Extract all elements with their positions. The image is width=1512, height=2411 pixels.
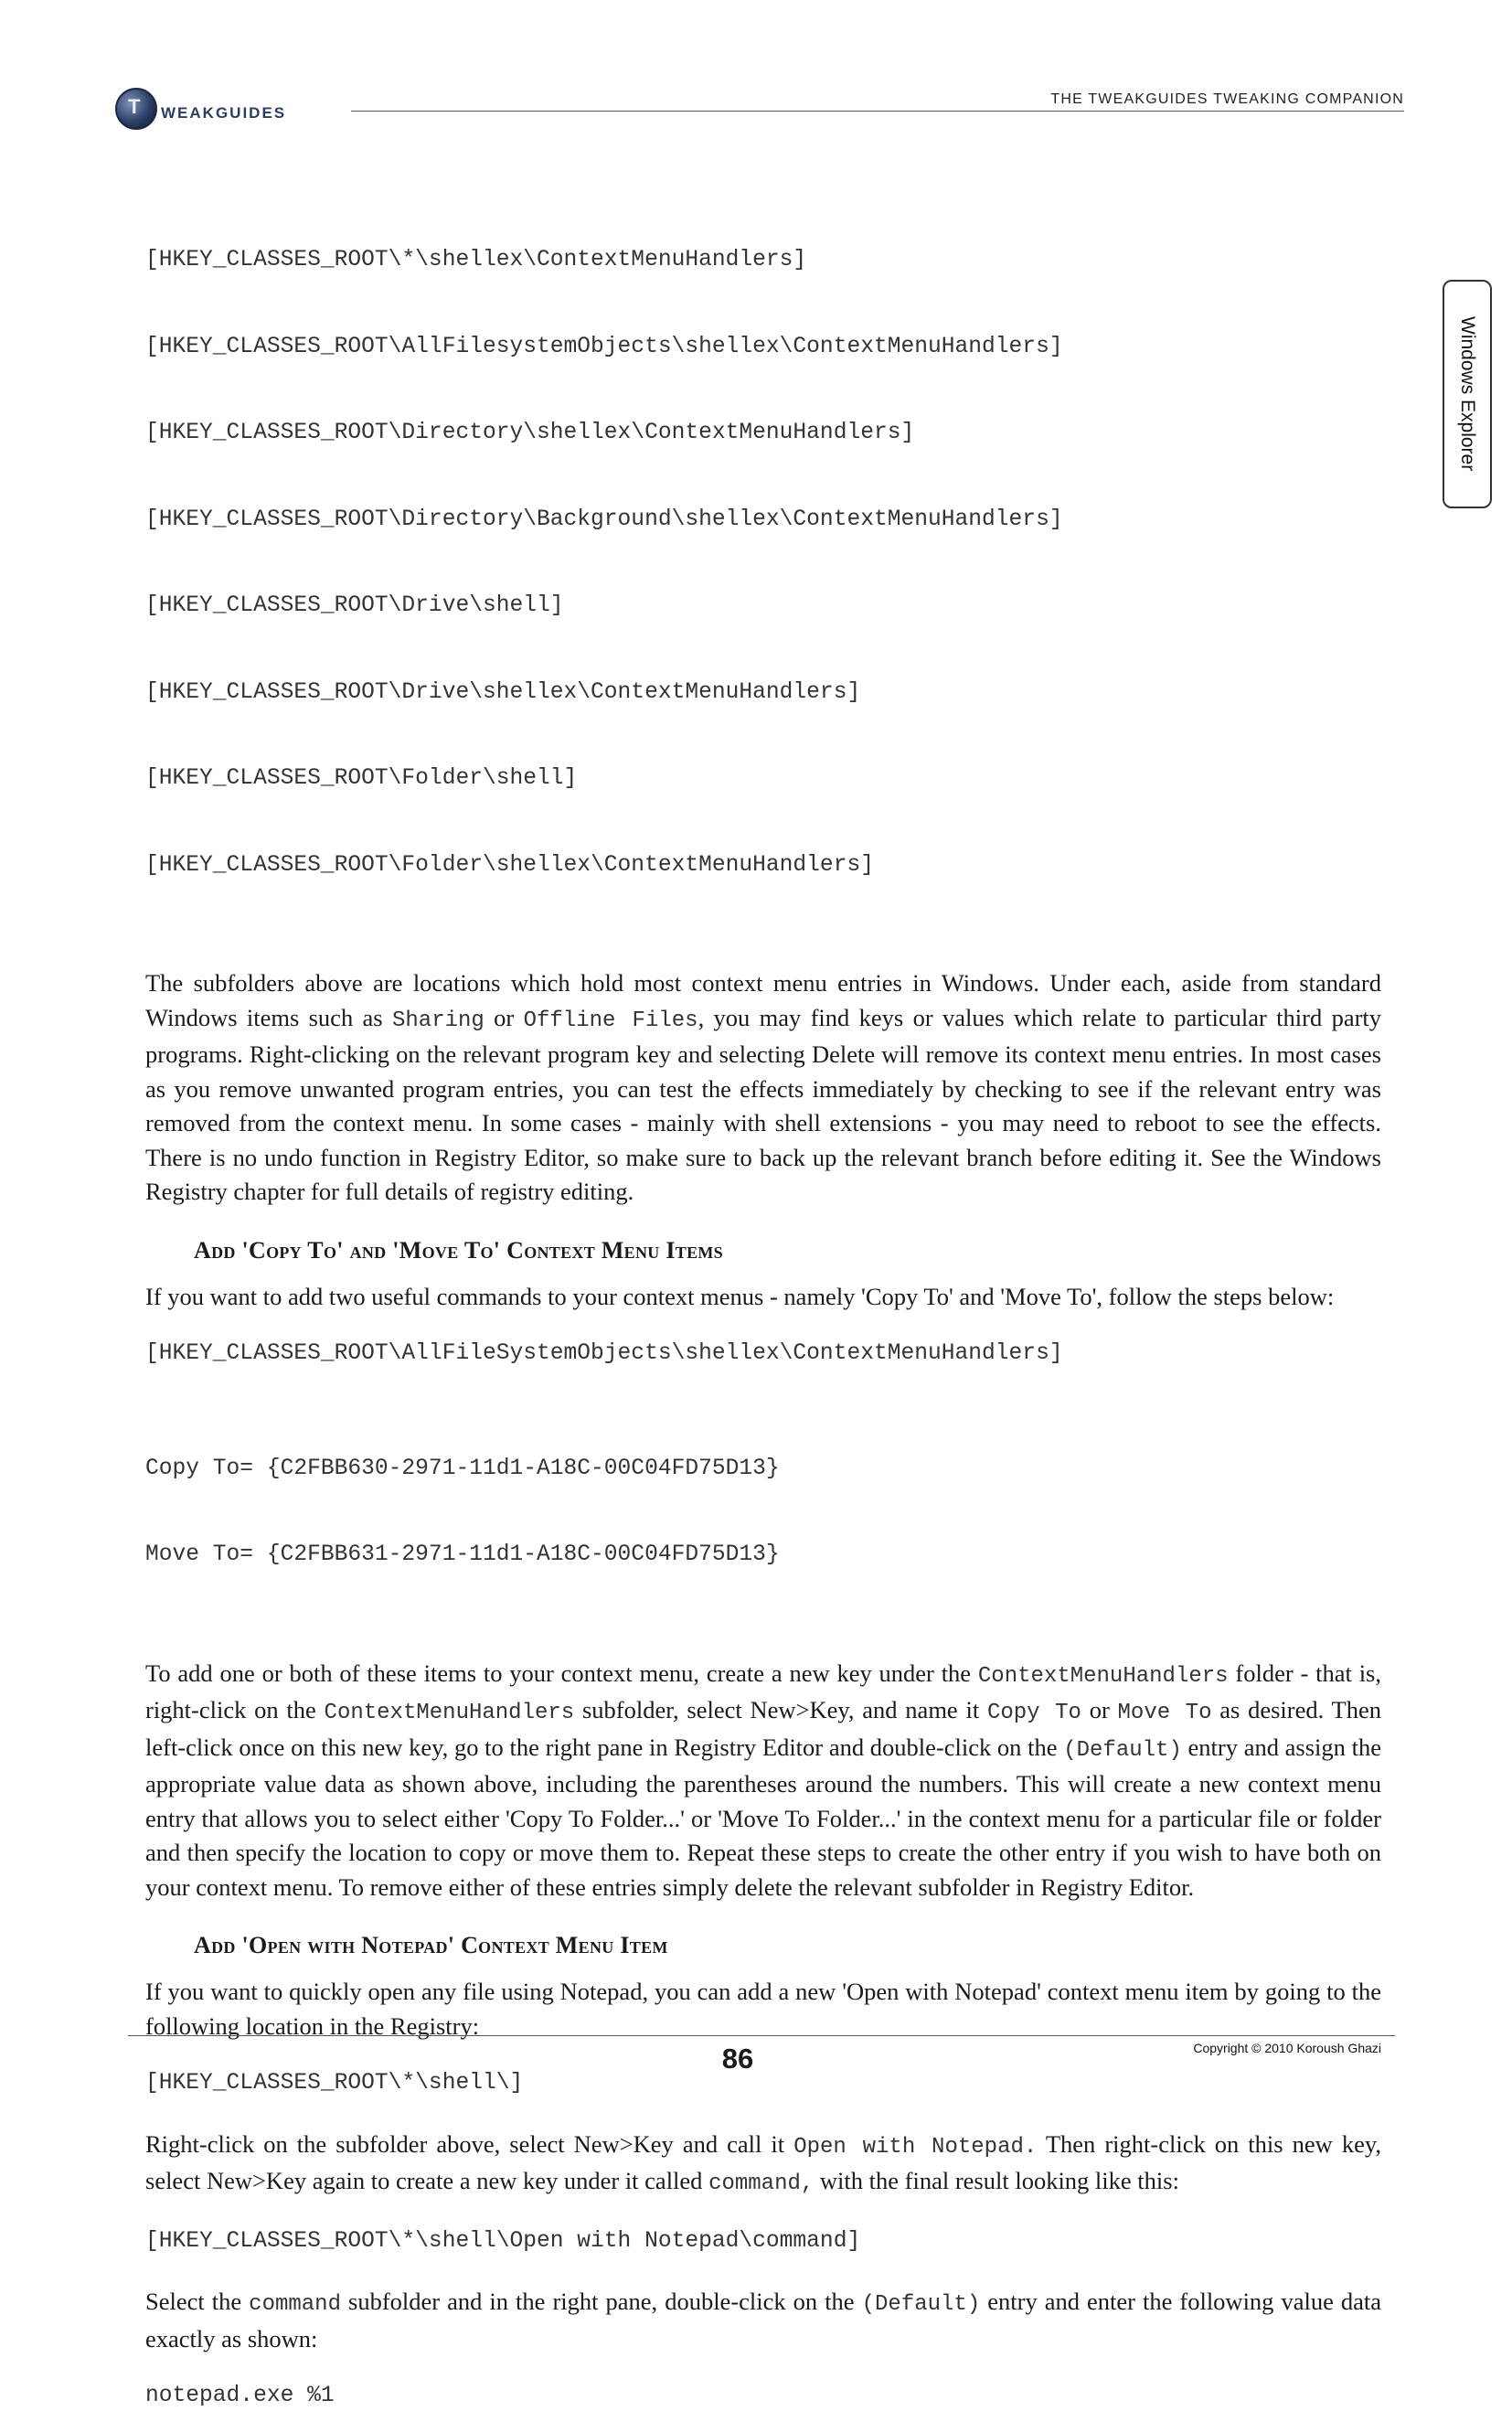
inline-code: Move To xyxy=(1117,1701,1212,1725)
registry-value: Copy To= {C2FBB630-2971-11d1-A18C-00C04FD75D13} xyxy=(145,1456,780,1481)
paragraph-notepad-intro: If you want to quickly open any file using Notepad, you can add a new 'Open with Notepad' context menu item by going to the following location in the Registry: xyxy=(145,1978,1381,2040)
paragraph-copy-move-intro: If you want to add two useful commands to your context menus - namely 'Copy To' and 'Move To', follow the steps below: xyxy=(145,1282,1335,1310)
section-heading-open-with-notepad: Add 'Open with Notepad' Context Menu Item xyxy=(194,1932,668,1958)
registry-path: [HKEY_CLASSES_ROOT\Folder\shellex\ContextMenuHandlers] xyxy=(145,852,874,878)
registry-path: [HKEY_CLASSES_ROOT\AllFileSystemObjects\shellex\ContextMenuHandlers] xyxy=(145,1341,1063,1366)
inline-code: Sharing xyxy=(391,1008,484,1033)
text-run: , you may find keys or values which relate to particular third party programs. Right-clicking on the relevant program key and selecting Delete will remove its context menu entries. In most cases as you remove unwanted program entries, you can test the effects immediately by checking to see if the relevant entry was removed from the context menu. In some cases - mainly with shell extensions - you may need to reboot to see the effects. There is no undo function in Registry Editor, so make sure to back up the relevant branch before editing it. See the Windows Registry chapter for full details of registry editing. xyxy=(145,1003,1382,1205)
registry-values-block xyxy=(145,1397,1381,1627)
page-content xyxy=(145,188,1381,2411)
registry-path: [HKEY_CLASSES_ROOT\*\shell\] xyxy=(145,2071,524,2096)
inline-code: Open with Notepad. xyxy=(793,2134,1038,2160)
registry-path: [HKEY_CLASSES_ROOT\Folder\shell] xyxy=(145,766,578,791)
registry-path: [HKEY_CLASSES_ROOT\*\shellex\ContextMenuHandlers] xyxy=(145,248,807,272)
paragraph-context-menu-locations xyxy=(145,966,1381,1210)
page-header xyxy=(115,88,1404,133)
text-run: or xyxy=(484,1003,524,1031)
text-run: subfolder, select New>Key, and name it xyxy=(574,1696,987,1723)
chapter-tab xyxy=(1443,280,1492,508)
registry-path: [HKEY_CLASSES_ROOT\AllFilesystemObjects\shellex\ContextMenuHandlers] xyxy=(145,334,1063,359)
page-number: 86 xyxy=(721,2043,754,2075)
header-divider xyxy=(351,111,1404,112)
paragraph-copy-move-steps xyxy=(145,1657,1381,1905)
inline-code: (Default) xyxy=(1063,1737,1182,1763)
section-heading-copy-move: Add 'Copy To' and 'Move To' Context Menu Items xyxy=(194,1236,723,1264)
tweakguides-logo xyxy=(115,88,286,130)
registry-path: [HKEY_CLASSES_ROOT\Drive\shell] xyxy=(145,593,564,618)
inline-code: command xyxy=(249,2292,341,2317)
registry-value: Move To= {C2FBB631-2971-11d1-A18C-00C04FD75D13} xyxy=(145,1542,780,1567)
chapter-tab-label: Windows Explorer xyxy=(1457,316,1478,472)
registry-path: [HKEY_CLASSES_ROOT\Directory\Background\shellex\ContextMenuHandlers] xyxy=(145,507,1063,532)
registry-path: [HKEY_CLASSES_ROOT\Directory\shellex\ContextMenuHandlers] xyxy=(145,421,915,445)
command-value: notepad.exe %1 xyxy=(145,2384,335,2408)
inline-code: ContextMenuHandlers xyxy=(324,1701,575,1725)
text-run: subfolder and in the right pane, double-click on the xyxy=(341,2288,862,2315)
registry-path: [HKEY_CLASSES_ROOT\Drive\shellex\ContextMenuHandlers] xyxy=(145,679,861,705)
inline-code: (Default) xyxy=(861,2292,981,2317)
text-run: Right-click on the subfolder above, select New>Key and call it xyxy=(145,2129,794,2158)
text-run: folder - that is, right-click on the xyxy=(145,1659,1381,1723)
text-run: Then right-click on this new key, select New>Key again to create a new key under it called xyxy=(145,2129,1381,2194)
header-title: THE TWEAKGUIDES TWEAKING COMPANION xyxy=(1050,91,1404,107)
text-run: with the final result looking like this: xyxy=(814,2167,1179,2194)
registry-path: [HKEY_CLASSES_ROOT\*\shell\Open with Notepad\command] xyxy=(145,2228,861,2254)
text-run: Select the xyxy=(145,2288,250,2315)
text-run: or xyxy=(1081,1696,1118,1723)
text-run: as desired. Then left-click once on this new key, go to the right pane in Registry Editor and double-click on the xyxy=(145,1696,1381,1761)
inline-code: ContextMenuHandlers xyxy=(977,1663,1229,1689)
text-run: To add one or both of these items to your context menu, create a new key under the xyxy=(145,1659,978,1687)
inline-code: Copy To xyxy=(986,1701,1081,1725)
footer-divider xyxy=(128,2035,1395,2036)
text-run: entry and assign the appropriate value data as shown above, including the parentheses around the numbers. This will create a new context menu entry that allows you to select either 'Copy To Folder...' or 'Move To Folder...' in the context menu for a particular file or folder and then specify the location to copy or move them to. Repeat these steps to create the other entry if you wish to have both on your context menu. To remove either of these entries simply delete the relevant subfolder in Registry Editor. xyxy=(145,1733,1381,1901)
logo-emblem-icon xyxy=(115,88,157,130)
text-run: The subfolders above are locations which hold most context menu entries in Windows. Under each, aside from standard Windows items such as xyxy=(145,969,1381,1031)
copyright-notice: Copyright © 2010 Koroush Ghazi xyxy=(1193,2041,1381,2055)
paragraph-notepad-value xyxy=(145,2285,1381,2356)
registry-paths-block xyxy=(145,188,1381,937)
logo-text: WEAKGUIDES xyxy=(161,104,287,122)
inline-code: command, xyxy=(708,2171,815,2196)
text-run: entry and enter the following value data exactly as shown: xyxy=(145,2288,1381,2352)
inline-code: Offline Files xyxy=(523,1008,698,1033)
